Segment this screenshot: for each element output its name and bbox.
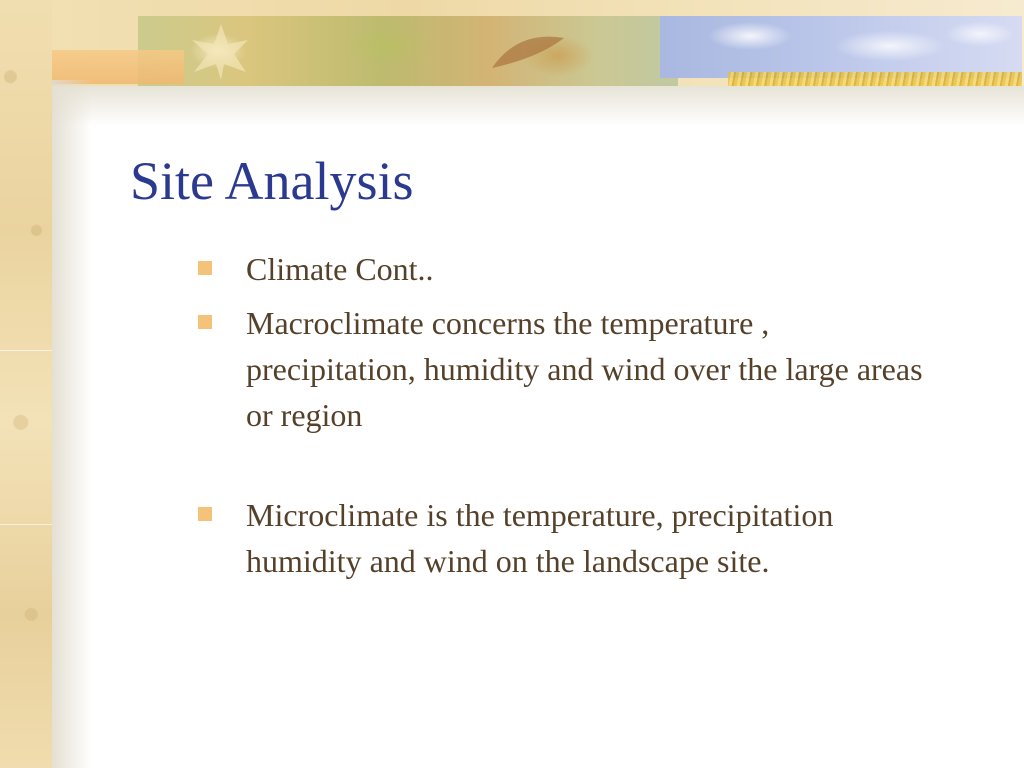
bullet-item [196,492,936,584]
left-shadow [52,80,92,768]
bullet-item [196,246,936,292]
orange-accent-bar [34,50,184,84]
bullet-item [196,300,936,438]
square-bullet-icon [198,315,212,329]
top-shadow [52,86,1024,126]
square-bullet-icon [198,507,212,521]
leaf-icon [186,22,256,82]
sky-photo [660,16,1022,78]
bullet-list [196,246,936,584]
left-decorative-strip [0,0,52,768]
strip-seam [0,524,52,525]
slide-title: Site Analysis [130,151,414,211]
bullet-text: Microclimate is the temperature, precipitation humidity and wind on the landscape site. [246,497,834,579]
strip-seam [0,350,52,351]
nature-photo-banner [138,16,1022,86]
leaf-icon [488,28,568,78]
square-bullet-icon [198,261,212,275]
grass-strip [728,72,1022,86]
bullet-text: Climate Cont.. [246,251,434,287]
bullet-text: Macroclimate concerns the temperature , precipitation, humidity and wind over the large areas or region [246,305,923,433]
